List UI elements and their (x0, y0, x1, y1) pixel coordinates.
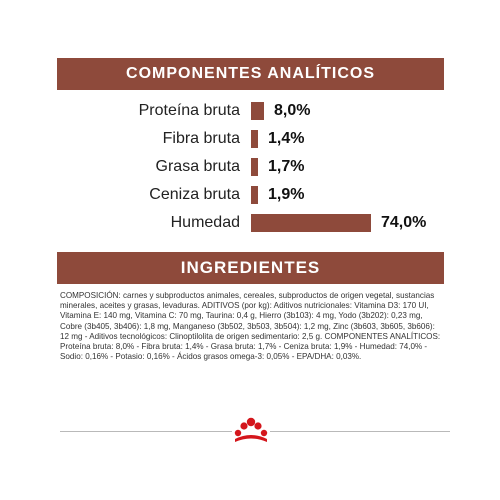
analytics-row-value: 1,9% (268, 186, 305, 203)
analytics-row-value: 1,4% (268, 130, 305, 147)
analytics-row-value: 8,0% (274, 102, 311, 119)
analytics-row-bar (251, 186, 258, 204)
ingredients-text-block (60, 291, 445, 362)
analytics-row-value: 1,7% (268, 158, 305, 175)
analytics-row (0, 211, 500, 235)
analytics-banner (57, 58, 444, 90)
analytics-row-label: Grasa bruta (155, 158, 240, 175)
footer-logo-area (0, 408, 500, 448)
analytics-row-label: Ceniza bruta (149, 186, 240, 203)
analytics-row (0, 99, 500, 123)
analytics-row-label: Fibra bruta (162, 130, 240, 147)
footer-divider-right (270, 431, 450, 432)
ingredients-title: INGREDIENTES (180, 258, 321, 277)
analytics-row-label: Proteína bruta (138, 102, 240, 119)
analytics-row-value: 74,0% (381, 214, 427, 231)
royal-canin-crown-icon (232, 413, 270, 443)
analytics-title: COMPONENTES ANALÍTICOS (126, 65, 375, 82)
footer-divider-left (60, 431, 232, 432)
analytics-row-bar (251, 130, 258, 148)
analytics-row (0, 155, 500, 179)
ingredients-banner (57, 252, 444, 284)
analytics-row-label: Humedad (170, 214, 240, 231)
analytics-row-bar (251, 158, 258, 176)
analytics-row (0, 183, 500, 207)
ingredients-text: COMPOSICIÓN: carnes y subproductos animales, cereales, subproductos de origen vegetal, sustancias minerales, aceites y grasas, levaduras. ADITIVOS (por kg): Aditivos nutricionales: Vitamina D3: 170 UI, Vitamina E: 140 mg, Vitamina C: 70 mg, Taurina: 0,4 g, Hierro (3b103): 4 mg, Yodo (3b202): 0,23 mg, Cobre (3b405, 3b406): 1,8 mg, Manganeso (3b502, 3b503, 3b504): 1,2 mg, Zinc (3b603, 3b605, 3b606): 12 mg - Aditivos tecnológicos: Clinoptilolita de origen sedimentario: 2,5 g. COMPONENTES ANALÍTICOS: Proteína bruta: 8,0% - Fibra bruta: 1,4% - Grasa bruta: 1,7% - Ceniza bruta: 1,9% - Humedad: 74,0% - Sodio: 0,16% - Potasio: 0,16% - Ácidos grasos omega-3: 0,05% - EPA/DHA: 0,03%. (60, 291, 441, 362)
analytics-row-bar (251, 214, 371, 232)
analytics-row-bar (251, 102, 264, 120)
analytics-row (0, 127, 500, 151)
